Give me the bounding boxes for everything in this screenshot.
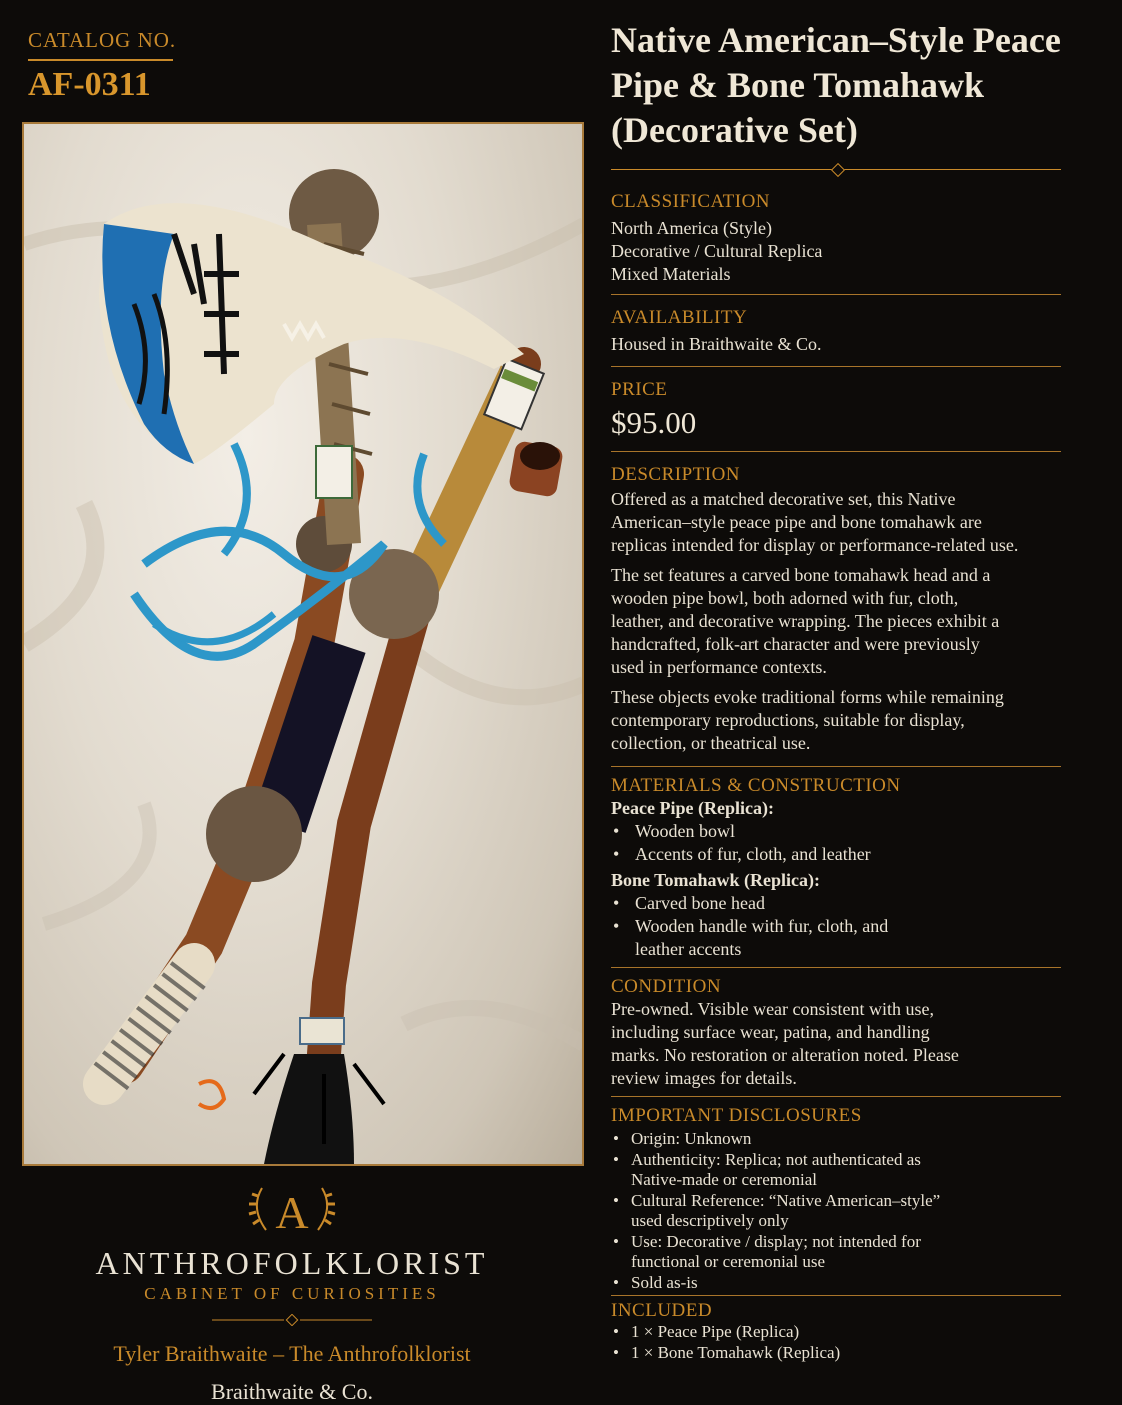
bone-tomahawk <box>99 169 524 1108</box>
catalog-number: AF-0311 <box>28 66 151 103</box>
laurel-monogram-icon <box>232 1178 352 1238</box>
list-item: • Authenticity: Replica; not authenticated as Native-made or ceremonial <box>611 1150 971 1191</box>
list-item: • Use: Decorative / display; not intended for functional or ceremonial use <box>611 1232 971 1273</box>
list-item: • Origin: Unknown <box>611 1129 971 1150</box>
availability-heading: AVAILABILITY <box>611 307 748 328</box>
description-section <box>611 452 1061 767</box>
list-item: • Carved bone head <box>611 892 901 915</box>
classification-heading: CLASSIFICATION <box>611 191 771 212</box>
price-value: $95.00 <box>611 405 697 440</box>
product-photo <box>22 122 584 1166</box>
list-item: • Accents of fur, cloth, and leather <box>611 843 1061 866</box>
owner-name: Tyler Braithwaite – The Anthrofolklorist <box>113 1341 471 1366</box>
company-name: Braithwaite & Co. <box>211 1379 373 1404</box>
list-item: • Sold as-is <box>611 1273 971 1294</box>
pipe-subheading: Peace Pipe (Replica): <box>611 798 774 818</box>
artifact-illustration <box>24 124 584 1166</box>
disclosures-heading: IMPORTANT DISCLOSURES <box>611 1105 862 1126</box>
brand-subtitle: CABINET OF CURIOSITIES <box>144 1284 440 1303</box>
condition-text: Pre-owned. Visible wear consistent with use, including surface wear, patina, and handling marks. No restoration or alteration noted. Please review images for details. <box>611 999 959 1088</box>
list-item: • 1 × Bone Tomahawk (Replica) <box>611 1343 1061 1364</box>
disclosures-section <box>611 1097 1061 1296</box>
classification-line: North America (Style) <box>611 218 772 238</box>
classification-line: Decorative / Cultural Replica <box>611 241 823 261</box>
materials-section <box>611 767 1061 968</box>
classification-section <box>611 175 1061 295</box>
classification-line: Mixed Materials <box>611 264 731 284</box>
included-section <box>611 1296 1061 1363</box>
description-heading: DESCRIPTION <box>611 464 741 485</box>
condition-section <box>611 968 1061 1097</box>
list-item: • 1 × Peace Pipe (Replica) <box>611 1322 1061 1343</box>
materials-heading: MATERIALS & CONSTRUCTION <box>611 775 901 796</box>
list-item: • Wooden handle with fur, cloth, and leather accents <box>611 915 901 961</box>
availability-text: Housed in Braithwaite & Co. <box>611 334 822 354</box>
page-title: Native American–Style Peace Pipe & Bone Tomahawk (Decorative Set) <box>611 20 1061 150</box>
diamond-ornament-icon <box>831 163 845 177</box>
svg-text:A: A <box>275 1187 309 1238</box>
price-heading: PRICE <box>611 379 668 400</box>
description-paragraph: Offered as a matched decorative set, this Native American–style peace pipe and bone tomahawk are replicas intended for display or performance-related use. <box>611 489 1019 555</box>
brand-name: ANTHROFOLKLORIST <box>95 1245 489 1281</box>
brand-logo <box>22 1178 562 1405</box>
list-item: • Cultural Reference: “Native American–style” used descriptively only <box>611 1191 971 1232</box>
included-heading: INCLUDED <box>611 1300 713 1321</box>
condition-heading: CONDITION <box>611 976 722 997</box>
title-divider <box>611 165 1061 175</box>
list-item: • Wooden bowl <box>611 820 1061 843</box>
divider-ornament-icon <box>212 1314 372 1326</box>
description-paragraph: The set features a carved bone tomahawk head and a wooden pipe bowl, both adorned with fur, cloth, leather, and decorative wrapping. The pieces exhibit a handcrafted, folk-art character and were previously used in performance contexts. <box>611 565 1000 677</box>
description-paragraph: These objects evoke traditional forms while remaining contemporary reproductions, suitable for display, collection, or theatrical use. <box>611 687 1004 753</box>
price-section <box>611 367 1061 452</box>
availability-section <box>611 295 1061 367</box>
catalog-label: CATALOG NO. <box>28 28 177 52</box>
tomahawk-subheading: Bone Tomahawk (Replica): <box>611 870 821 890</box>
catalog-rule <box>28 59 173 61</box>
